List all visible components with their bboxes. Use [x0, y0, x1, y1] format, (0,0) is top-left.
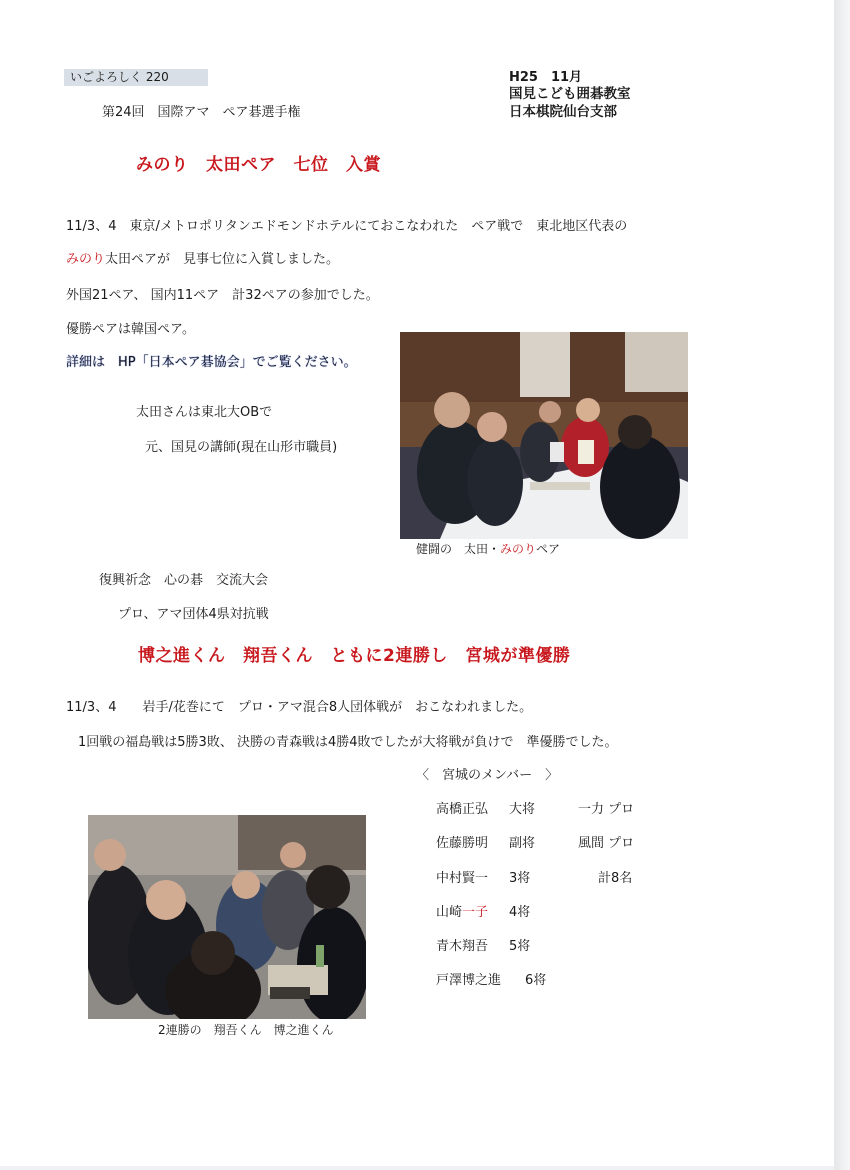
article2-para1: 11/3、4 岩手/花巻にて プロ・アマ混合8人団体戦が おこなわれました。 [66, 700, 533, 715]
photo-team-match [88, 815, 366, 1019]
article1-subtitle: 第24回 国際アマ ペア碁選手権 [102, 105, 301, 120]
member-role: 4将 [509, 905, 531, 920]
members-title: 〈 宮城のメンバー 〉 [416, 768, 559, 783]
article2-subtitle1: 復興祈念 心の碁 交流大会 [99, 573, 269, 588]
issue-date: H25 11月 [509, 70, 583, 85]
article1-para2-text: 太田ペアが 見事七位に入賞しました。 [105, 252, 340, 267]
member-note: 一力 プロ [578, 802, 635, 817]
article1-para2 [66, 252, 339, 268]
article2-para2: 1回戦の福島戦は5勝3敗、 決勝の青森戦は4勝4敗でしたが大将戦が負けで 準優勝でした。 [78, 735, 618, 750]
article1-note1: 太田さんは東北大OBで [136, 405, 273, 420]
article1-para4: 優勝ペアは韓国ペア。 [66, 322, 195, 337]
article2-subtitle2: プロ、アマ団体4県対抗戦 [118, 607, 269, 622]
article1-note2: 元、国見の講師(現在山形市職員) [145, 440, 338, 455]
member-role: 6将 [525, 973, 547, 988]
photo2-caption: 2連勝の 翔吾くん 博之進くん [158, 1023, 334, 1037]
member-name: 青木翔吾 [436, 939, 489, 954]
member-role: 3将 [509, 871, 531, 886]
member-note: 風間 プロ [578, 836, 635, 851]
photo1-caption [416, 541, 560, 557]
article1-para5: 詳細は HP「日本ペア碁協会」でご覧ください。 [66, 355, 357, 370]
photo-pair-go-match [400, 332, 688, 539]
page-edge-shadow [834, 0, 850, 1170]
photo1-caption-highlight: みのり [500, 542, 537, 556]
article1-para2-highlight: みのり [66, 252, 106, 267]
photo1-caption-suffix: ペア [536, 542, 561, 556]
member-name: 高橋正弘 [436, 802, 489, 817]
member-name: 中村賢一 [436, 871, 489, 886]
member-role: 5将 [509, 939, 531, 954]
member-name-highlight: 一子 [462, 905, 489, 920]
article1-headline: みのり 太田ペア 七位 入賞 [136, 155, 381, 175]
member-role: 副将 [509, 836, 536, 851]
org-name-line2: 日本棋院仙台支部 [509, 104, 617, 120]
member-role: 大将 [509, 802, 536, 817]
article1-para1: 11/3、4 東京/メトロポリタンエドモンドホテルにておこなわれた ペア戦で 東北地区代表の [66, 219, 628, 234]
series-tag: いごよろしく 220 [64, 69, 208, 86]
member-name [436, 905, 488, 921]
org-name-line1: 国見こども囲碁教室 [509, 86, 631, 102]
photo1-caption-text: 健闘の 太田・ [416, 542, 501, 556]
member-name: 戸澤博之進 [436, 973, 502, 988]
article2-headline: 博之進くん 翔吾くん ともに2連勝し 宮城が準優勝 [138, 646, 571, 666]
member-name: 佐藤勝明 [436, 836, 489, 851]
member-total-note: 計8名 [598, 871, 633, 886]
article1-para3: 外国21ペア、 国内11ペア 計32ペアの参加でした。 [66, 288, 379, 303]
member-name-part: 山崎 [436, 905, 463, 920]
